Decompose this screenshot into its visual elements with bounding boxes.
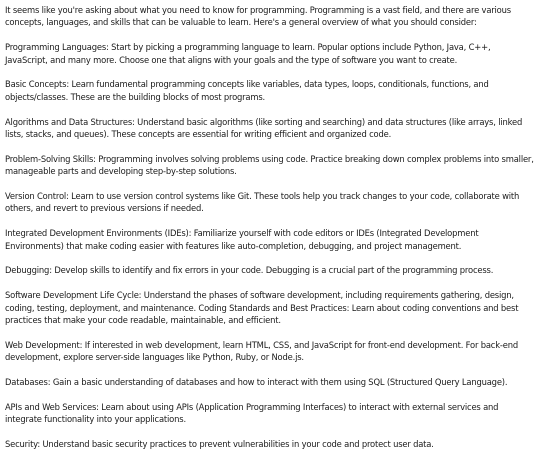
problem-solving-paragraph: Problem-Solving Skills: Programming involves solving problems using code. Practice breaking down complex problems into smaller, manageable parts and developing step-by-step solutions. <box>5 153 534 177</box>
ide-paragraph: Integrated Development Environments (IDEs): Familiarize yourself with code editors or IDEs (Integrated Development Environments) that make coding easier with features like auto-completion, debugging, and project management. <box>5 228 479 251</box>
intro-paragraph: It seems like you're asking about what you need to know for programming. Programming is a vast field, and there are various concepts, languages, and skills that can be valuable to learn. Here's a general overview of what you should consider: <box>5 5 511 28</box>
programming-languages-paragraph: Programming Languages: Start by picking a programming language to learn. Popular options include Python, Java, C++, JavaScript, and many more. Choose one that aligns with your goals and the type of software you want to create. <box>5 42 491 65</box>
basic-concepts-paragraph: Basic Concepts: Learn fundamental programming concepts like variables, data types, loops, conditionals, functions, and objects/classes. These are the building blocks of most programs. <box>5 79 489 102</box>
version-control-paragraph: Version Control: Learn to use version control systems like Git. These tools help you track changes to your code, collaborate with others, and revert to previous versions if needed. <box>5 191 520 214</box>
security-paragraph: Security: Understand basic security practices to prevent vulnerabilities in your code and protect user data. <box>5 439 434 450</box>
apis-paragraph: APIs and Web Services: Learn about using APIs (Application Programming Interfaces) to interact with external services and integrate functionality into your applications. <box>5 401 499 425</box>
databases-paragraph: Databases: Gain a basic understanding of databases and how to interact with them using SQL (Structured Query Language). <box>5 377 508 388</box>
web-development-paragraph: Web Development: If interested in web development, learn HTML, CSS, and JavaScript for front-end development. For back-end development, explore server-side languages like Python, Ruby, or Node.js. <box>5 339 518 363</box>
sdlc-paragraph: Software Development Life Cycle: Understand the phases of software development, including requirements gathering, design, coding, testing, deployment, and maintenance. Coding Standards and Best Practices: Learn about coding conventions and best practices that make your code readable, maintainable, and efficient. <box>5 290 519 326</box>
response-text <box>5 4 535 463</box>
algorithms-paragraph: Algorithms and Data Structures: Understand basic algorithms (like sorting and searching) and data structures (like arrays, linked lists, stacks, and queues). These concepts are essential for writing efficient and organized code. <box>5 116 523 140</box>
debugging-paragraph: Debugging: Develop skills to identify and fix errors in your code. Debugging is a crucial part of the programming process. <box>5 265 494 276</box>
